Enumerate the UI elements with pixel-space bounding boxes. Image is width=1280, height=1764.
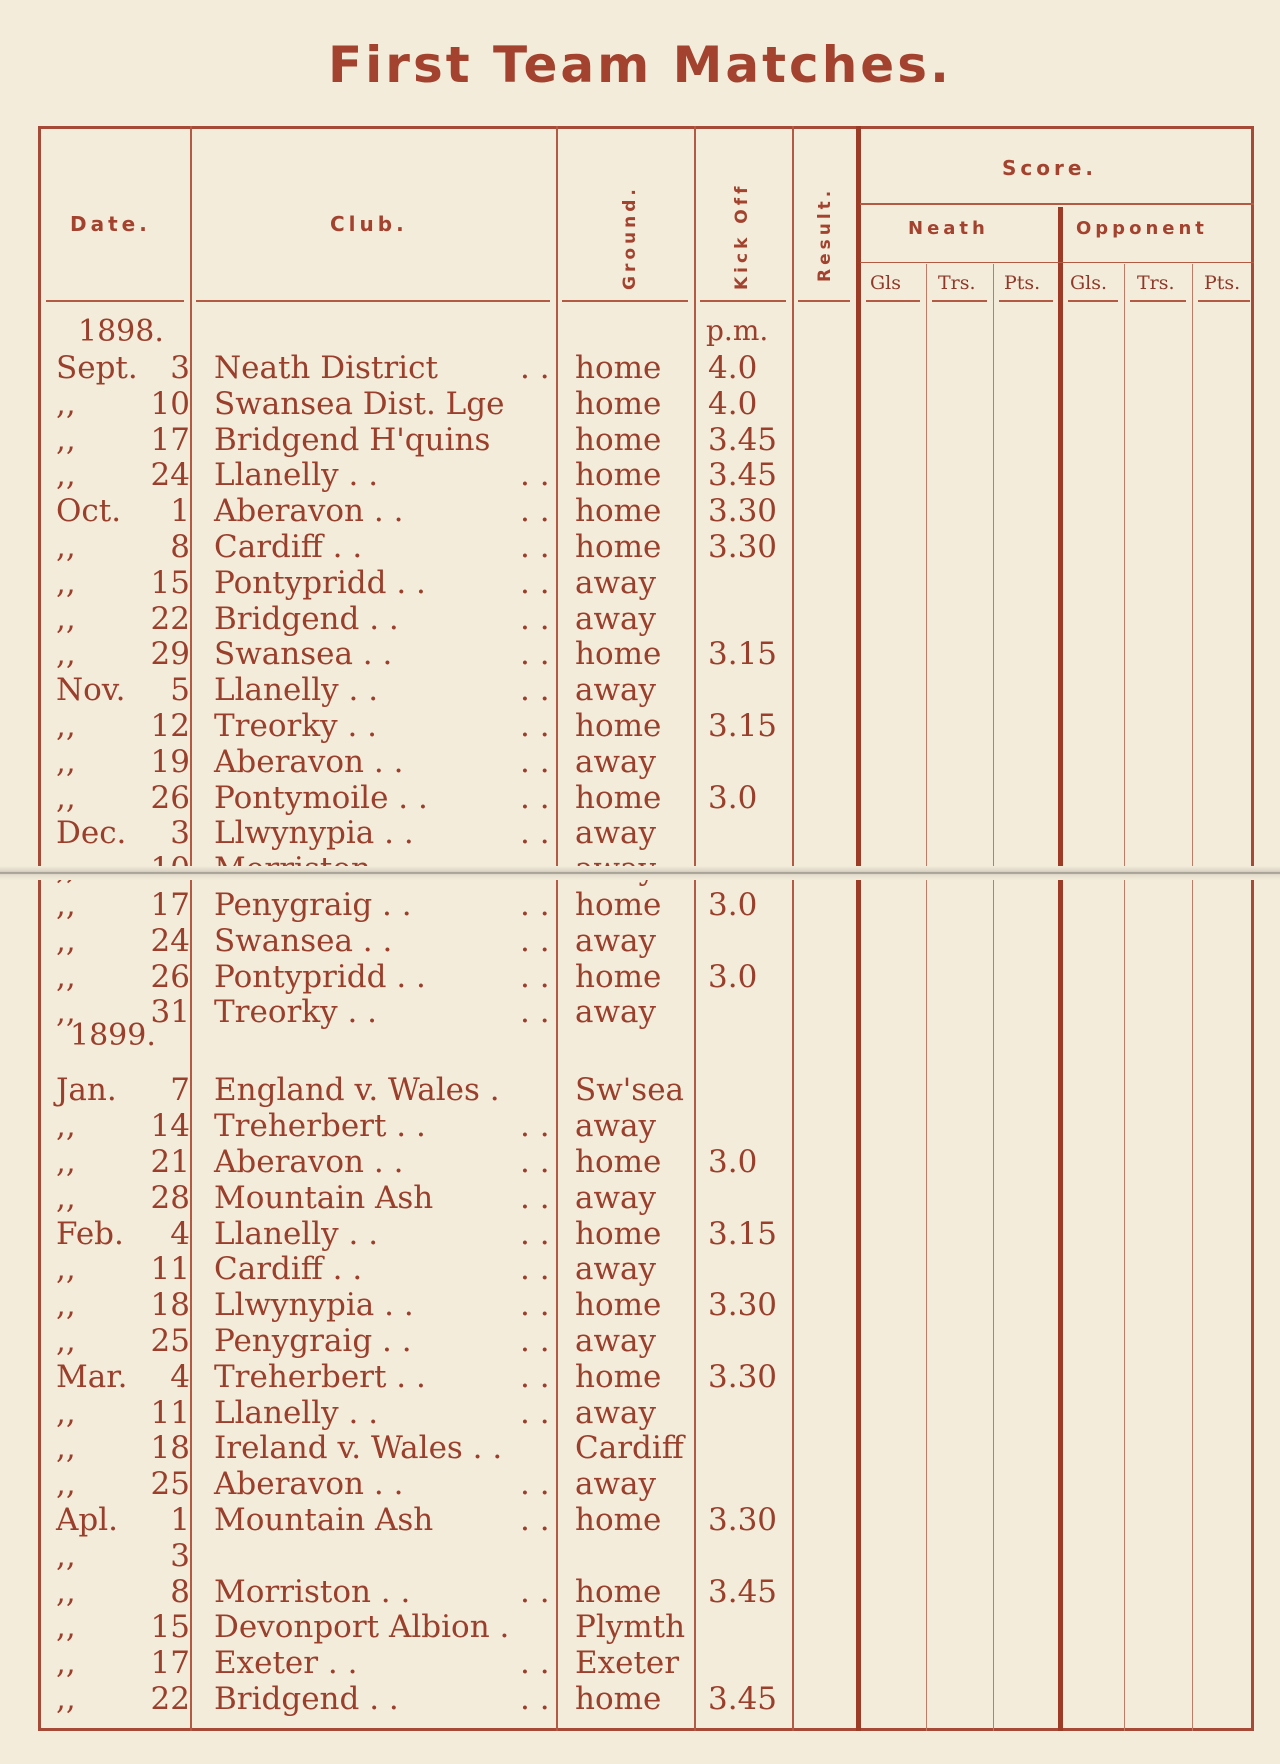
fixture-leader-dots: . . [520,923,550,959]
fixture-day: 7 [170,1072,190,1108]
header-opp-trs: Trs. [1137,272,1175,294]
fixture-club: Treorky . . [214,994,378,1030]
fixture-month: ,, [56,1574,76,1610]
fixture-kick-off: 3.30 [708,1502,778,1538]
header-result: Result. [815,186,835,282]
fixture-ground: home [575,1574,662,1610]
fixture-leader-dots: . . [520,744,550,780]
fixture-ground: home [575,636,662,672]
fixture-club: Llanelly . . [214,1395,379,1431]
underline-opp-trs [1130,300,1186,302]
fixture-kick-off: 4.0 [708,350,758,386]
fixture-row [0,672,1280,708]
fixture-ground: home [575,1359,662,1395]
fixture-month: ,, [56,887,76,923]
fixture-leader-dots: . . [520,887,550,923]
fixture-month: ,, [56,1108,76,1144]
fixture-day: 25 [150,1466,190,1502]
fixture-day: 4 [170,1359,190,1395]
fixture-ground: away [575,601,657,637]
fixture-leader-dots: . . [520,1144,550,1180]
fixture-leader-dots: . . [520,1359,550,1395]
fixture-club: Morriston . . [214,1574,411,1610]
fixture-row [0,1395,1280,1431]
rule-score-bottom [860,203,1254,205]
fixture-row [0,959,1280,995]
fixture-leader-dots: . . [520,1645,550,1681]
paper-fold [0,866,1280,880]
fixture-ground: home [575,1144,662,1180]
fixture-kick-off: 3.15 [708,708,778,744]
fixture-month: Jan. [56,1072,117,1108]
fixture-month: ,, [56,1144,76,1180]
fixture-month: ,, [56,1538,76,1574]
fixture-ground: home [575,422,662,458]
fixture-day: 3 [170,815,190,851]
fixture-month: ,, [56,1251,76,1287]
underline-date [46,300,184,302]
fixture-club: England v. Wales . [214,1072,500,1108]
fixture-leader-dots: . . [520,1180,550,1216]
fixture-row [0,457,1280,493]
fixture-club: Penygraig . . [214,1323,412,1359]
fixture-row [0,1538,1280,1574]
fixture-ground: home [575,708,662,744]
fixture-club: Llanelly . . [214,1216,379,1252]
fixture-leader-dots: . . [520,529,550,565]
fixture-club: Llanelly . . [214,457,379,493]
fixture-leader-dots: . . [520,1681,550,1717]
underline-neath-pts [999,300,1053,302]
header-kick-off: Kick Off [732,182,752,290]
fixture-month: ,, [56,1287,76,1323]
fixture-day: 26 [150,959,190,995]
fixture-ground: away [575,1108,657,1144]
fixture-club: Cardiff . . [214,1251,363,1287]
fixture-month: Mar. [56,1359,128,1395]
fixture-day: 18 [150,1430,190,1466]
fixture-leader-dots: . . [520,1287,550,1323]
fixture-club: Aberavon . . [214,1144,404,1180]
fixture-row [0,1072,1280,1108]
fixture-row [0,1323,1280,1359]
fixture-day: 24 [150,923,190,959]
fixture-row [0,386,1280,422]
fixture-ground: away [575,1180,657,1216]
fixture-day: 11 [150,1251,190,1287]
fixture-club: Swansea . . [214,636,393,672]
fixture-club: Devonport Albion . [214,1609,510,1645]
fixture-club: Pontymoile . . [214,780,428,816]
fixture-day: 19 [150,744,190,780]
header-neath-pts: Pts. [1004,272,1041,294]
fixture-leader-dots: . . [520,565,550,601]
fixture-row [0,1180,1280,1216]
fixture-leader-dots: . . [520,959,550,995]
fixture-day: 15 [150,1609,190,1645]
fixture-ground: home [575,780,662,816]
fixture-ground: away [575,994,657,1030]
fixture-kick-off: 3.30 [708,493,778,529]
fixture-day: 21 [150,1144,190,1180]
fixture-leader-dots: . . [520,815,550,851]
fixture-ground: away [575,1395,657,1431]
fixture-leader-dots: . . [520,1502,550,1538]
fixture-month: ,, [56,923,76,959]
fixture-row [0,422,1280,458]
fixture-row [0,636,1280,672]
underline-result [798,300,850,302]
fixture-month: ,, [56,1466,76,1502]
fixture-row [0,1681,1280,1717]
fixture-kick-off: 3.0 [708,959,758,995]
fixture-leader-dots: . . [520,1108,550,1144]
fixture-day: 10 [150,386,190,422]
fixture-club: Neath District [214,350,438,386]
fixture-row [0,1144,1280,1180]
fixture-club: Bridgend . . [214,601,399,637]
fixture-day: 26 [150,780,190,816]
page-title: First Team Matches. [328,36,952,94]
fixture-row [0,1430,1280,1466]
fixture-ground: Exeter [575,1645,680,1681]
fixture-ground: home [575,959,662,995]
fixture-club: Swansea . . [214,923,393,959]
fixture-club: Llwynypia . . [214,1287,414,1323]
fixture-day: 17 [150,887,190,923]
fixture-ground: away [575,744,657,780]
fixture-club: Pontypridd . . [214,959,426,995]
fixture-leader-dots: . . [520,457,550,493]
fixture-leader-dots: . . [520,994,550,1030]
fixture-ground: home [575,386,662,422]
fixture-day: 17 [150,1645,190,1681]
fixture-row [0,1108,1280,1144]
header-neath-gls: Gls [870,272,902,294]
fixture-row [0,1574,1280,1610]
fixture-club: Aberavon . . [214,744,404,780]
fixture-day: 8 [170,1574,190,1610]
fixture-club: Treherbert . . [214,1108,426,1144]
fixture-row [0,1287,1280,1323]
fixture-kick-off: 3.15 [708,1216,778,1252]
fixture-month: ,, [56,386,76,422]
fixture-leader-dots: . . [520,1323,550,1359]
fixture-month: Feb. [56,1216,124,1252]
fixture-ground: home [575,1216,662,1252]
underline-neath-gls [866,300,920,302]
fixture-ground: Cardiff [575,1430,684,1466]
fixture-row [0,529,1280,565]
fixture-ground: Sw'sea [575,1072,685,1108]
fixture-ground: away [575,565,657,601]
underline-kickoff [700,300,786,302]
fixture-day: 8 [170,529,190,565]
fixture-leader-dots: . . [520,601,550,637]
header-date: Date. [70,212,151,236]
underline-club [196,300,550,302]
header-neath-trs: Trs. [938,272,976,294]
fixture-row [0,1466,1280,1502]
fixture-kick-off: 3.45 [708,422,778,458]
fixture-kick-off: 3.30 [708,1359,778,1395]
fixture-kick-off: 3.0 [708,887,758,923]
fixture-club: Mountain Ash [214,1502,434,1538]
fixture-row [0,1251,1280,1287]
fixture-day: 18 [150,1287,190,1323]
fixture-leader-dots: . . [520,1395,550,1431]
fixture-club: Treherbert . . [214,1359,426,1395]
fixture-row [0,1216,1280,1252]
fixture-month: ,, [56,1645,76,1681]
fixture-ground: home [575,457,662,493]
fixture-kick-off: 3.15 [708,636,778,672]
fixture-day: 24 [150,457,190,493]
fixture-month: ,, [56,744,76,780]
fixture-club: Llwynypia . . [214,815,414,851]
fixture-day: 29 [150,636,190,672]
year-1898: 1898. [78,314,164,349]
fixture-row [0,565,1280,601]
fixture-club: Mountain Ash [214,1180,434,1216]
fixture-month: ,, [56,1430,76,1466]
fixture-day: 5 [170,672,190,708]
header-club: Club. [330,212,408,236]
fixture-month: ,, [56,994,76,1030]
fixture-club: Ireland v. Wales . . [214,1430,503,1466]
fixture-row [0,815,1280,851]
fixture-month: ,, [56,422,76,458]
fixture-day: 3 [170,1538,190,1574]
fixture-day: 15 [150,565,190,601]
fixture-day: 22 [150,1681,190,1717]
fixture-club: Llanelly . . [214,672,379,708]
fixture-month: ,, [56,1681,76,1717]
fixture-leader-dots: . . [520,1466,550,1502]
fixture-month: Sept. [56,350,138,386]
fixture-row [0,1609,1280,1645]
fixture-kick-off: 3.30 [708,529,778,565]
fixture-row [0,744,1280,780]
fixture-month: ,, [56,708,76,744]
fixture-club: Pontypridd . . [214,565,426,601]
fixture-club: Bridgend . . [214,1681,399,1717]
fixture-month: ,, [56,565,76,601]
fixture-row [0,1359,1280,1395]
fixture-club: Cardiff . . [214,529,363,565]
fixture-kick-off: 3.0 [708,780,758,816]
fixture-day: 1 [170,493,190,529]
fixture-month: ,, [56,1180,76,1216]
fixture-row [0,493,1280,529]
underline-opp-gls [1068,300,1118,302]
fixture-ground: away [575,672,657,708]
underline-neath-trs [932,300,987,302]
fixture-month: ,, [56,959,76,995]
header-ground: Ground. [620,185,640,290]
kick-off-unit: p.m. [706,314,769,347]
fixture-ground: home [575,350,662,386]
rule-subhead-top [860,262,1254,263]
fixture-ground: home [575,493,662,529]
fixture-kick-off: 4.0 [708,386,758,422]
fixture-ground: home [575,1287,662,1323]
fixture-day: 25 [150,1323,190,1359]
fixture-row [0,994,1280,1030]
fixture-row [0,708,1280,744]
fixture-day: 14 [150,1108,190,1144]
header-opp-gls: Gls. [1070,272,1108,294]
fixture-club: Bridgend H'quins [214,422,491,458]
fixture-kick-off: 3.0 [708,1144,758,1180]
fixture-ground: away [575,1466,657,1502]
header-opponent: Opponent [1076,218,1208,239]
fixture-leader-dots: . . [520,493,550,529]
fixture-row [0,923,1280,959]
fixture-day: 17 [150,422,190,458]
fixture-kick-off: 3.30 [708,1287,778,1323]
fixture-ground: Plymth [575,1609,686,1645]
fixture-kick-off: 3.45 [708,1574,778,1610]
fixture-leader-dots: . . [520,708,550,744]
fixture-leader-dots: . . [520,1216,550,1252]
fixture-club: Treorky . . [214,708,378,744]
fixture-leader-dots: . . [520,780,550,816]
fixture-leader-dots: . . [520,672,550,708]
fixture-row [0,780,1280,816]
fixture-month: Dec. [56,815,127,851]
fixture-ground: away [575,815,657,851]
fixture-ground: home [575,1502,662,1538]
fixture-month: ,, [56,529,76,565]
header-neath: Neath [908,218,989,239]
fixture-club: Aberavon . . [214,493,404,529]
fixture-leader-dots: . . [520,636,550,672]
fixture-row [0,601,1280,637]
fixture-ground: home [575,887,662,923]
fixture-leader-dots: . . [520,1574,550,1610]
fixture-month: Nov. [56,672,126,708]
fixture-row [0,1645,1280,1681]
fixture-ground: home [575,1681,662,1717]
fixture-month: Apl. [56,1502,118,1538]
fixture-ground: away [575,1323,657,1359]
underline-ground [562,300,688,302]
fixture-day: 3 [170,350,190,386]
fixture-month: ,, [56,780,76,816]
fixture-kick-off: 3.45 [708,1681,778,1717]
header-score: Score. [1002,156,1098,180]
fixture-day: 11 [150,1395,190,1431]
fixture-ground: home [575,529,662,565]
fixture-day: 22 [150,601,190,637]
fixture-kick-off: 3.45 [708,457,778,493]
fixture-leader-dots: . . [520,350,550,386]
fixture-month: ,, [56,1323,76,1359]
fixture-ground: away [575,1251,657,1287]
fixture-day: 12 [150,708,190,744]
fixture-month: ,, [56,1395,76,1431]
fixture-row [0,1502,1280,1538]
fixture-month: ,, [56,1609,76,1645]
header-opp-pts: Pts. [1204,272,1241,294]
fixture-club: Exeter . . [214,1645,358,1681]
fixture-leader-dots: . . [520,1251,550,1287]
fixture-club: Aberavon . . [214,1466,404,1502]
fixture-month: ,, [56,601,76,637]
year-1899: 1899. [70,1018,156,1053]
fixture-club: Swansea Dist. Lge [214,386,505,422]
fixture-day: 4 [170,1216,190,1252]
fixture-day: 31 [150,994,190,1030]
fixture-row [0,350,1280,386]
fixture-day: 28 [150,1180,190,1216]
fixture-month: Oct. [56,493,122,529]
fixture-ground: away [575,923,657,959]
underline-opp-pts [1198,300,1250,302]
fixture-club: Penygraig . . [214,887,412,923]
fixture-month: ,, [56,457,76,493]
fixture-row [0,887,1280,923]
fixture-month: ,, [56,636,76,672]
fixture-day: 1 [170,1502,190,1538]
